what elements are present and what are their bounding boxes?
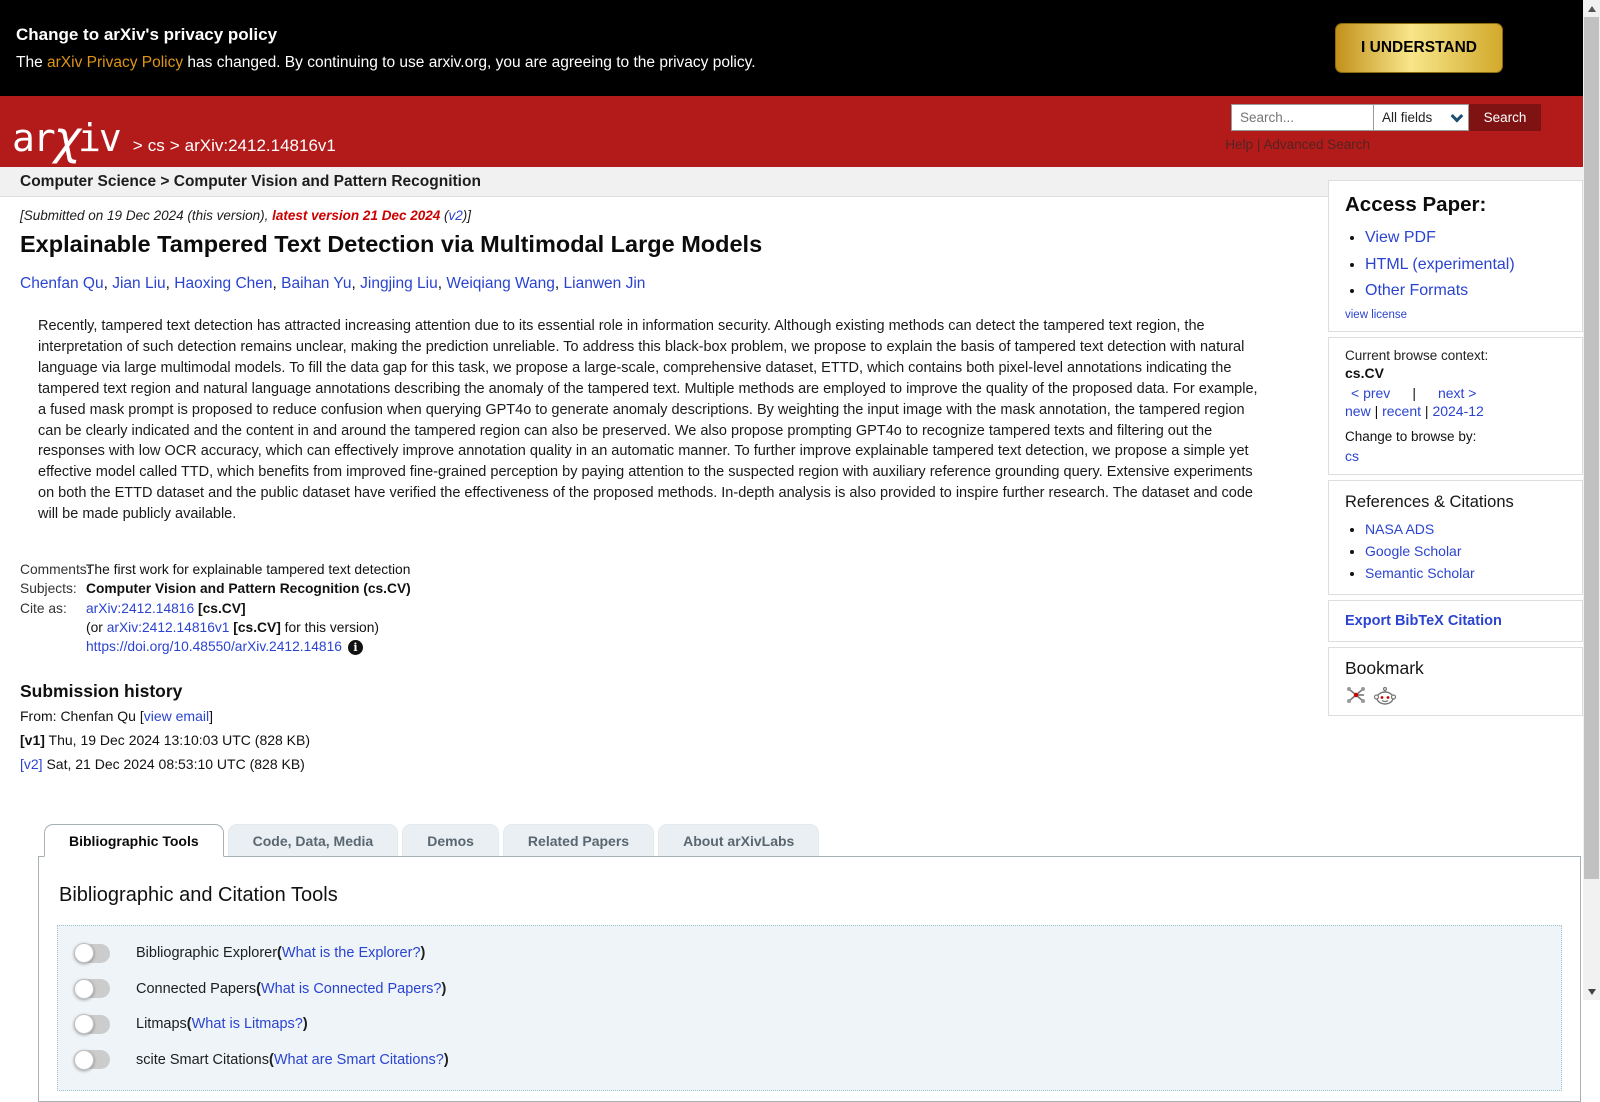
scrollbar-thumb[interactable] xyxy=(1584,17,1599,879)
abstract-text: Recently, tampered text detection has attracted increasing attention due to its essential role in information security. Although existing methods can detect the tampered text region, the interpretation of such detection remains unclear, making the prediction unreliable. To address this black-box problem, we propose to explain the basis of tampered text detection with natural language via large multimodal models. To fill the data gap for this task, we propose a large-scale, comprehensive dataset, ETTD, which contains both pixel-level annotations indicating the tampered text region and natural language annotations describing the anomaly of the tampered text. Multiple methods are employed to improve the quality of the proposed data. For example, a fused mask prompt is proposed to reduce confusion when querying GPT4o to generate anomaly descriptions. By weighting the input image with the mask annotation, the tampered region can be clearly indicated and the content in and around the tampered region can also be preserved. We also propose prompting GPT4o to recognize tampered texts and filtering out the responses with low OCR accuracy, which can effectively improve annotation quality in an automatic manner. To further improve explainable tampered text detection, we propose a simple yet effective model called TTD, which benefits from improved fine-grained perception by paying attention to the suspected region with auxiliary reference grounding query. Extensive experiments on both the ETTD dataset and the public dataset have verified the effectiveness of the proposed methods. In-depth analysis is also provided to inspire further research. The dataset and code will be made publicly available. xyxy=(38,318,1258,523)
privacy-body-suffix: has changed. By continuing to use arxiv.org, you are agreeing to the privacy policy. xyxy=(183,54,756,71)
tab-related-papers[interactable]: Related Papers xyxy=(503,824,654,856)
browse-context-value: cs.CV xyxy=(1345,364,1384,381)
listing-nav: new | recent | 2024-12 xyxy=(1345,402,1484,419)
view-email-link[interactable]: view email xyxy=(143,707,210,724)
help-row: Help | Advanced Search xyxy=(1225,137,1370,152)
nasa-ads-link[interactable]: NASA ADS xyxy=(1365,520,1435,537)
submission-meta-line: [Submitted on 19 Dec 2024 (this version), latest version 21 Dec 2024 (v2)] xyxy=(20,208,472,223)
doi-row xyxy=(86,637,363,656)
month-link[interactable]: 2024-12 xyxy=(1432,402,1484,419)
field-select-value: All fields xyxy=(1382,110,1433,125)
latest-version-text: latest version 21 Dec 2024 xyxy=(272,208,441,223)
author-link[interactable]: Chenfan Qu xyxy=(20,275,104,292)
doi-link[interactable]: https://doi.org/10.48550/arXiv.2412.14816 xyxy=(86,639,342,655)
search-area xyxy=(1231,104,1541,131)
list-item xyxy=(1365,562,1568,584)
v2-link[interactable]: v2 xyxy=(448,208,463,223)
recent-link[interactable]: recent xyxy=(1382,402,1422,419)
tab-code-data-media[interactable]: Code, Data, Media xyxy=(228,824,399,856)
author-link[interactable]: Baihan Yu xyxy=(281,275,352,292)
cite-arxiv-link[interactable]: arXiv:2412.14816 xyxy=(86,600,195,616)
toggle-row-scite: scite Smart Citations ( What are Smart Citations? ) xyxy=(58,1042,1561,1078)
toggle-panel xyxy=(57,925,1562,1091)
arxiv-logo-chi: χ xyxy=(53,111,78,165)
search-input[interactable] xyxy=(1231,104,1373,131)
next-link[interactable]: next > xyxy=(1437,384,1477,401)
browse-context-card xyxy=(1328,337,1583,475)
access-paper-heading: Access Paper: xyxy=(1345,193,1487,216)
cite-arxiv-version-link[interactable]: arXiv:2412.14816v1 xyxy=(106,619,230,635)
advanced-search-link[interactable]: Advanced Search xyxy=(1263,137,1370,152)
other-formats-link[interactable]: Other Formats xyxy=(1365,282,1469,299)
toggle-label: Connected Papers xyxy=(136,980,257,997)
references-citations-heading: References & Citations xyxy=(1345,492,1514,511)
authors-line: Chenfan Qu, Jian Liu, Haoxing Chen, Baihan Yu, Jingjing Liu, Weiqiang Wang, Lianwen Jin xyxy=(20,275,646,292)
list-item xyxy=(1365,252,1568,279)
scroll-up-icon xyxy=(1588,6,1596,12)
site-header xyxy=(0,96,1583,167)
scroll-down-icon xyxy=(1588,989,1596,995)
reddit-icon[interactable] xyxy=(1373,685,1397,705)
html-experimental-link[interactable]: HTML (experimental) xyxy=(1365,255,1515,273)
toggle-label: Bibliographic Explorer xyxy=(136,945,278,962)
bibliographic-explorer-toggle[interactable] xyxy=(74,944,110,963)
tab-bibliographic-tools[interactable]: Bibliographic Tools xyxy=(44,824,224,857)
chevron-down-icon xyxy=(1451,110,1464,123)
toggle-label: Litmaps xyxy=(136,1016,187,1033)
privacy-policy-link[interactable]: arXiv Privacy Policy xyxy=(47,54,184,71)
cite-this-version: (or arXiv:2412.14816v1 [cs.CV] for this version) xyxy=(86,619,379,635)
scroll-down-button[interactable] xyxy=(1583,983,1600,1000)
author-link[interactable]: Jingjing Liu xyxy=(360,275,438,292)
prev-link[interactable]: < prev xyxy=(1351,384,1391,401)
toggle-row-litmaps: Litmaps ( What is Litmaps? ) xyxy=(58,1007,1561,1043)
privacy-banner-title: Change to arXiv's privacy policy xyxy=(16,25,278,44)
author-link[interactable]: Lianwen Jin xyxy=(563,275,646,292)
cite-as-label: Cite as: xyxy=(20,600,67,616)
what-is-litmaps-link[interactable]: What is Litmaps? xyxy=(191,1016,303,1033)
what-is-connected-papers-link[interactable]: What is Connected Papers? xyxy=(260,980,442,997)
privacy-banner-body xyxy=(16,54,756,72)
info-icon[interactable]: i xyxy=(348,640,363,655)
version-2-link[interactable]: [v2] xyxy=(20,755,43,772)
breadcrumb-cs-link[interactable]: cs xyxy=(147,136,165,155)
bibsonomy-icon[interactable] xyxy=(1345,685,1367,705)
export-bibtex-card xyxy=(1328,600,1583,642)
tab-demos[interactable]: Demos xyxy=(402,824,499,856)
sidebar xyxy=(1328,180,1583,721)
submission-history-heading: Submission history xyxy=(20,680,183,701)
main-content xyxy=(0,197,1290,1102)
labs-panel-heading: Bibliographic and Citation Tools xyxy=(59,883,338,906)
toggle-row-connected-papers: Connected Papers ( What is Connected Papers? ) xyxy=(58,971,1561,1007)
what-is-explorer-link[interactable]: What is the Explorer? xyxy=(281,945,421,962)
vertical-scrollbar xyxy=(1583,0,1600,1000)
arxiv-logo[interactable]: arχiv xyxy=(12,111,120,165)
i-understand-button[interactable]: I UNDERSTAND xyxy=(1335,23,1503,73)
tab-about-arxivlabs[interactable]: About arXivLabs xyxy=(658,824,819,856)
breadcrumb: > cs > arXiv:2412.14816v1 xyxy=(132,136,336,155)
toggle-row-bibliographic-explorer: Bibliographic Explorer ( What is the Explorer? ) xyxy=(58,936,1561,972)
toggle-label: scite Smart Citations xyxy=(136,1051,269,1068)
version-2-line: [v2] Sat, 21 Dec 2024 08:53:10 UTC (828 KB) xyxy=(20,755,305,772)
list-item xyxy=(1365,225,1568,252)
author-link[interactable]: Weiqiang Wang xyxy=(446,275,555,292)
references-citations-card xyxy=(1328,480,1583,595)
subject-breadcrumb-bar: Computer Science > Computer Vision and Pattern Recognition xyxy=(0,167,1583,197)
subjects-label: Subjects: xyxy=(20,581,77,597)
scroll-up-button[interactable] xyxy=(1583,0,1600,17)
bookmark-heading: Bookmark xyxy=(1345,657,1424,678)
labs-panel xyxy=(38,856,1581,1102)
export-bibtex-link[interactable]: Export BibTeX Citation xyxy=(1345,612,1502,629)
subjects-value: Computer Vision and Pattern Recognition (cs.CV) xyxy=(86,581,411,597)
labs-tabs xyxy=(44,824,1290,856)
scite-toggle[interactable] xyxy=(74,1050,110,1069)
search-button[interactable]: Search xyxy=(1469,104,1541,131)
change-browse-label: Change to browse by: xyxy=(1345,428,1477,444)
field-select[interactable] xyxy=(1373,104,1469,131)
metadata-table xyxy=(20,560,1290,656)
comments-value: The first work for explainable tampered text detection xyxy=(86,562,411,578)
connected-papers-toggle[interactable] xyxy=(74,979,110,998)
litmaps-toggle[interactable] xyxy=(74,1015,110,1034)
view-pdf-link[interactable]: View PDF xyxy=(1365,229,1436,246)
what-are-smart-citations-link[interactable]: What are Smart Citations? xyxy=(273,1051,444,1068)
bookmark-card xyxy=(1328,647,1583,716)
new-link[interactable]: new xyxy=(1345,402,1371,419)
browse-context-label: Current browse context: xyxy=(1345,347,1489,363)
list-item xyxy=(1365,518,1568,540)
author-link[interactable]: Jian Liu xyxy=(112,275,166,292)
breadcrumb-arxiv-id: arXiv:2412.14816v1 xyxy=(184,136,336,155)
google-scholar-link[interactable]: Google Scholar xyxy=(1365,542,1462,559)
help-link[interactable]: Help xyxy=(1225,137,1254,152)
access-paper-card xyxy=(1328,180,1583,332)
prev-next-nav: < prev | next > xyxy=(1351,384,1477,401)
list-item xyxy=(1365,278,1568,305)
submitter-line: From: Chenfan Qu [view email] xyxy=(20,707,213,724)
view-license-link[interactable]: view license xyxy=(1345,308,1407,321)
comments-label: Comments: xyxy=(20,562,91,578)
privacy-banner xyxy=(0,0,1583,96)
browse-cs-link[interactable]: cs xyxy=(1345,447,1359,464)
privacy-body-prefix: The xyxy=(16,54,48,71)
paper-title: Explainable Tampered Text Detection via Multimodal Large Models xyxy=(20,231,763,257)
version-1-line: [v1] Thu, 19 Dec 2024 13:10:03 UTC (828 KB) xyxy=(20,731,311,748)
semantic-scholar-link[interactable]: Semantic Scholar xyxy=(1365,564,1475,581)
cite-as-value: arXiv:2412.14816 [cs.CV] xyxy=(86,600,246,616)
list-item xyxy=(1365,540,1568,562)
author-link[interactable]: Haoxing Chen xyxy=(174,275,273,292)
